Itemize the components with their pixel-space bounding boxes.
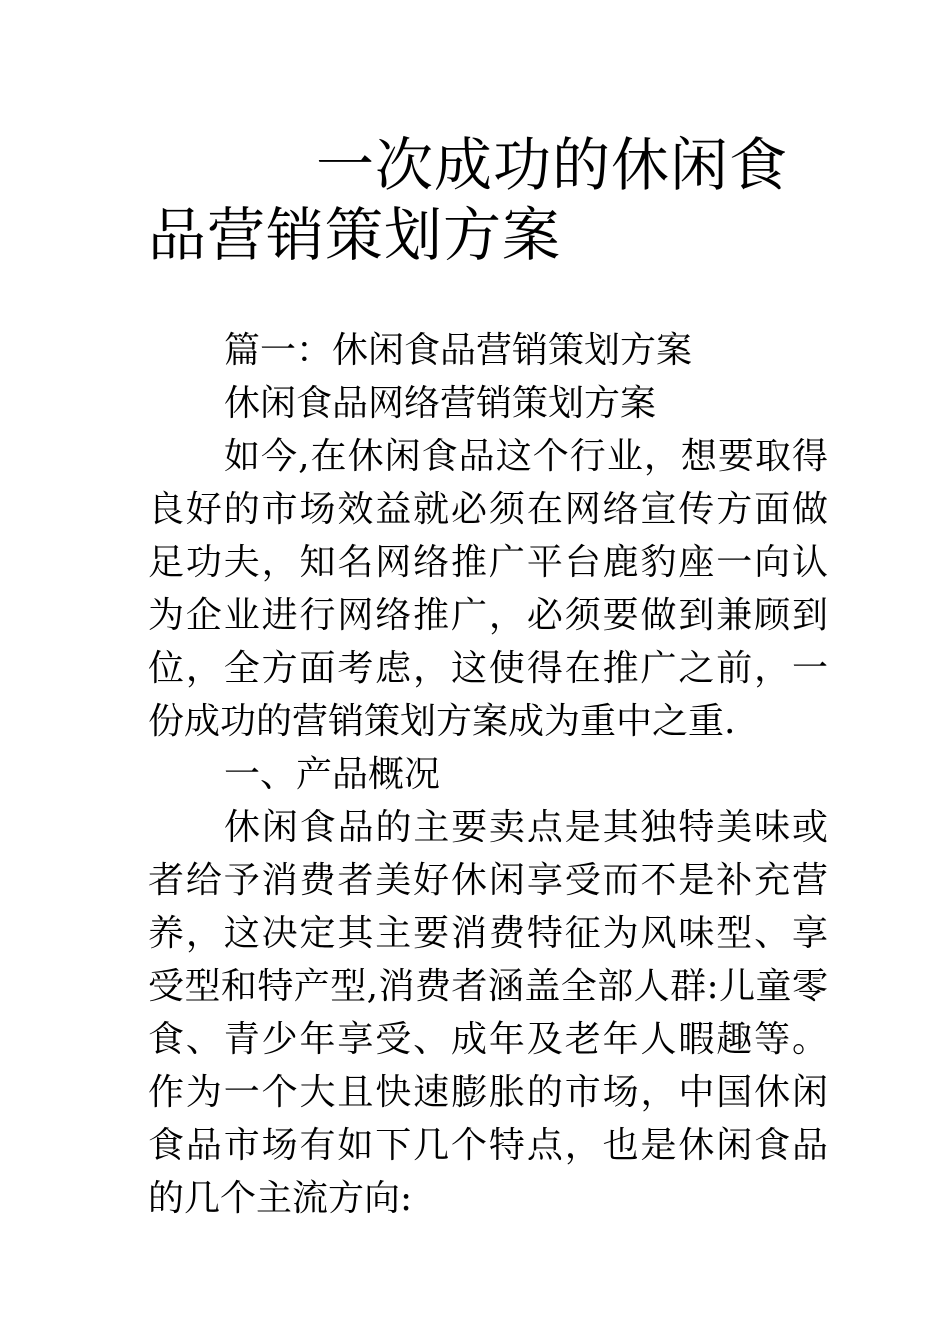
section-heading-product-overview: 一、产品概况 (224, 754, 441, 795)
product-overview-paragraph: 休闲食品的主要卖点是其独特美味或者给予消费者美好休闲享受而不是补充营养，这决定其主要消费特征为风味型、享受型和特产型,消费者涵盖全部人群:儿童零食、青少年享受、成年及老年人暇趣等。作为一个大且快速膨胀的市场，中国休闲食品市场有如下几个特点，也是休闲食品的几个主流方向: (148, 807, 828, 1219)
document-page (148, 130, 828, 1225)
document-body (148, 324, 828, 1225)
section-heading-part-one: 篇一：休闲食品营销策划方案 (224, 330, 693, 371)
intro-paragraph: 如今,在休闲食品这个行业，想要取得良好的市场效益就必须在网络宣传方面做足功夫，知名网络推广平台鹿豹座一向认为企业进行网络推广，必须要做到兼顾到位，全方面考虑，这使得在推广之前，一份成功的营销策划方案成为重中之重. (148, 436, 828, 742)
document-title: 一次成功的休闲食品营销策划方案 (148, 131, 789, 269)
subtitle: 休闲食品网络营销策划方案 (224, 383, 657, 424)
